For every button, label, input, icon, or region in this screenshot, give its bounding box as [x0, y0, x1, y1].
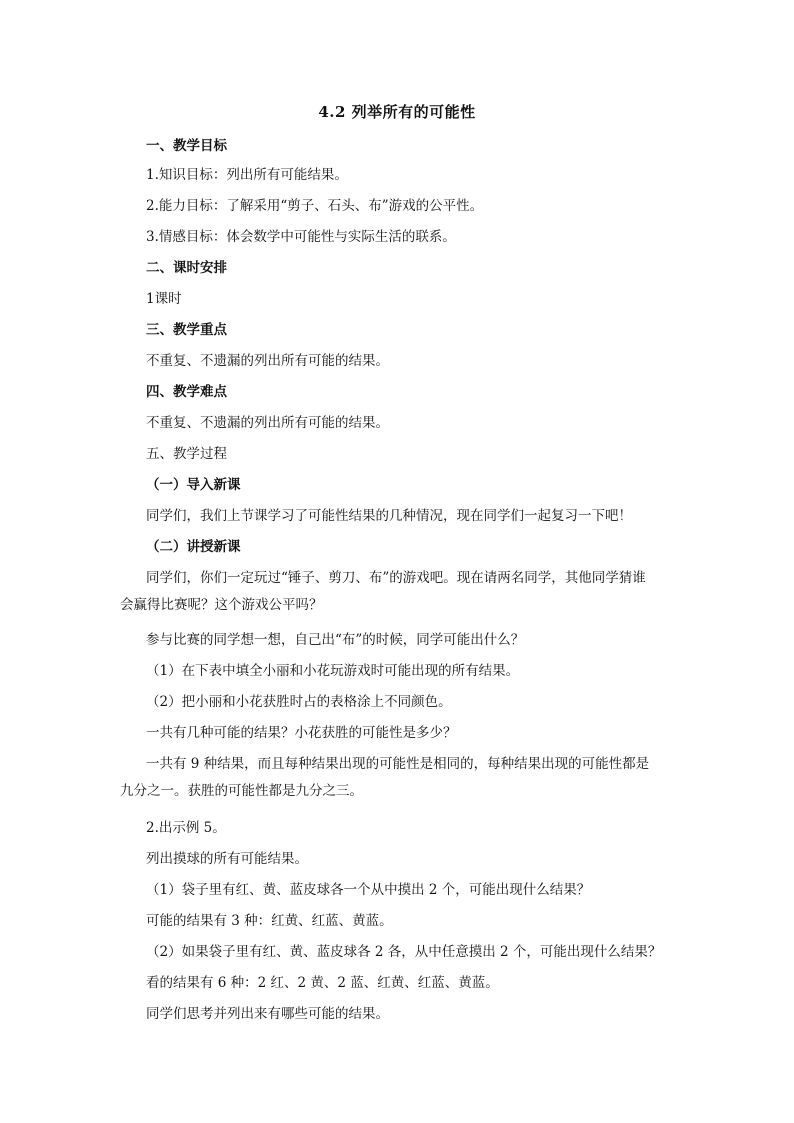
paragraph: 同学们，你们一定玩过“锤子、剪刀、布”的游戏吧。现在请两名同学，其他同学猜谁会赢得比赛呢？这个游戏公平吗？ — [120, 570, 646, 613]
paragraph: （1）在下表中填全小丽和小花玩游戏时可能出现的所有结果。 — [146, 663, 520, 679]
paragraph: 2.出示例 5。 — [146, 820, 226, 836]
section-heading-schedule: 二、课时安排 — [146, 260, 227, 276]
paragraph: 1课时 — [146, 291, 182, 307]
paragraph: （1）袋子里有红、黄、蓝皮球各一个从中摸出 2 个，可能出现什么结果？ — [146, 882, 591, 898]
section-heading-process: 五、教学过程 — [146, 446, 227, 462]
paragraph: 1.知识目标：列出所有可能结果。 — [146, 167, 348, 183]
section-heading-difficulties: 四、教学难点 — [146, 384, 227, 400]
paragraph: 3.情感目标：体会数学中可能性与实际生活的联系。 — [146, 229, 456, 245]
paragraph: （2）把小丽和小花获胜时占的表格涂上不同颜色。 — [146, 694, 452, 710]
paragraph: （2）如果袋子里有红、黄、蓝皮球各 2 各，从中任意摸出 2 个，可能出现什么结果？ — [146, 944, 662, 960]
page-title: 4.2 列举所有的可能性 — [318, 103, 476, 121]
paragraph: 一共有 9 种结果，而且每种结果出现的可能性是相同的，每种结果出现的可能性都是九分之一。获胜的可能性都是九分之三。 — [120, 756, 650, 799]
subsection-heading-new-lesson: （二）讲授新课 — [146, 539, 241, 555]
section-heading-objectives: 一、教学目标 — [146, 138, 227, 154]
paragraph: 看的结果有 6 种：2 红、2 黄、2 蓝、红黄、红蓝、黄蓝。 — [146, 975, 499, 991]
paragraph: 参与比赛的同学想一想，自己出“布”的时候，同学可能出什么？ — [146, 632, 525, 648]
paragraph: 不重复、不遗漏的列出所有可能的结果。 — [146, 353, 389, 369]
paragraph: 可能的结果有 3 种：红黄、红蓝、黄蓝。 — [146, 913, 393, 929]
paragraph: 一共有几种可能的结果？小花获胜的可能性是多少？ — [146, 725, 457, 741]
paragraph: 不重复、不遗漏的列出所有可能的结果。 — [146, 415, 389, 431]
section-heading-key-points: 三、教学重点 — [146, 322, 227, 338]
paragraph: 同学们，我们上节课学习了可能性结果的几种情况，现在同学们一起复习一下吧！ — [146, 508, 632, 524]
subsection-heading-intro: （一）导入新课 — [146, 477, 241, 493]
paragraph: 列出摸球的所有可能结果。 — [146, 851, 308, 867]
paragraph: 2.能力目标：了解采用“剪子、石头、布”游戏的公平性。 — [146, 198, 484, 214]
paragraph: 同学们思考并列出来有哪些可能的结果。 — [146, 1006, 389, 1022]
